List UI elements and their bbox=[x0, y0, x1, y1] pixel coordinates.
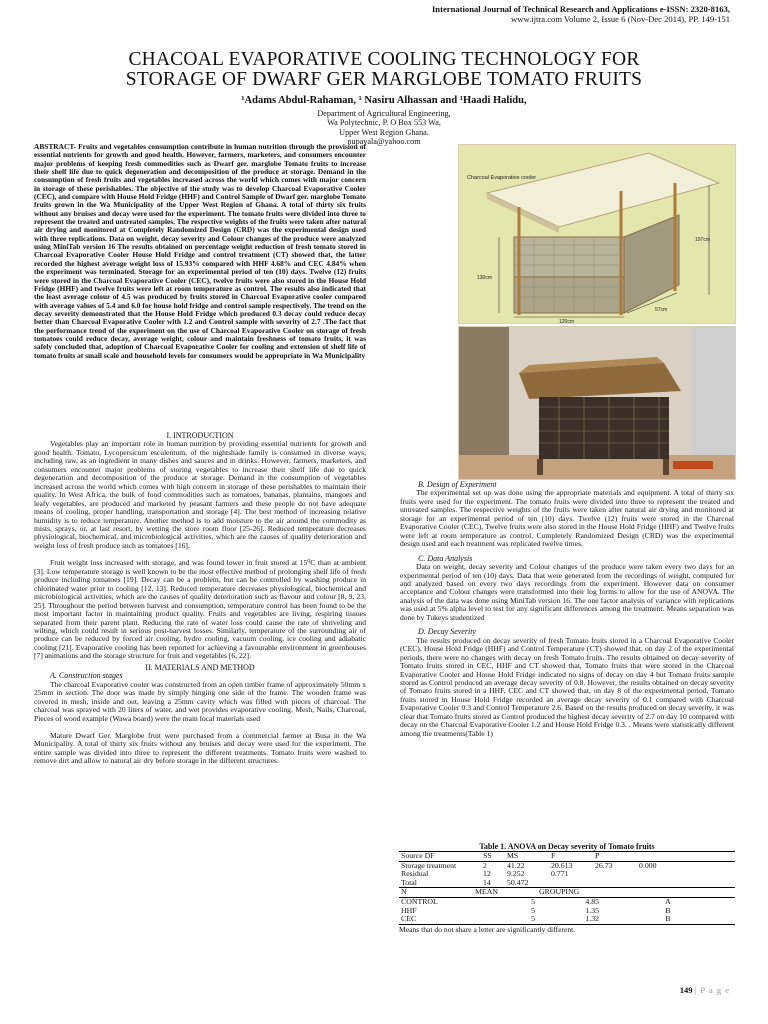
table-cell: 26.73 bbox=[595, 860, 613, 870]
anova-header-cell: MS bbox=[507, 851, 519, 860]
table-cell: A bbox=[665, 896, 671, 906]
anova-header-cell: F bbox=[551, 851, 556, 860]
table-cell: 12 bbox=[483, 869, 491, 879]
title-line-2: STORAGE OF DWARF GER MARGLOBE TOMATO FRUITS bbox=[125, 69, 643, 90]
table-cell: 5 bbox=[531, 905, 535, 915]
dim-width: 120cm bbox=[559, 319, 575, 323]
table-cell: CEC bbox=[401, 914, 417, 924]
left-column bbox=[34, 432, 366, 766]
decay-paragraph: The results produced on decay severity of fresh Tomato fruits stored in a Charcoal Evaporative Cooler (CEC), House Hold Fridge (HHF) and Control Temperature (CT) showed that, on day 2 of the experimental periods, there were no changes with decay on fresh Tomato fruits. The results obtained on decay severity of Tomato fruits stored in CEC, HHF and CT showed that, Tomato fruits that were stored in the Charcoal Evaporative Cooler and House Hold Fridge indicated no signs of decay on day 4 but Tomato fruits sample stored as Control produced an average decay severity of 0.8. However, the results obtained on decay severity of Tomato fruits stored in a HHF, CEC and CT showed that, on day 8 of the experimental period, Tomato fruits stored in House Hold Fridge recorded an average decay severity of 0.1 compared with Charcoal Evaporative Cooler 0.3 and Control Temperature 2.6. Based on the results produced on decay severity, it was clear that Tomato fruits stored as Control produced the highest decay severity of 2.7 on day 10 compared with decay on the Charcoal Evaporative Cooler 1.2 and House Hold Fridge 0.3. . Means were statistically different among the treatments(Table 1) bbox=[400, 635, 734, 738]
table-cell bbox=[637, 879, 735, 888]
design-paragraph: The experimental set up was done using the appropriate materials and equipment. A total of thirty six fruits were used for the experiment. The tomato fruits were divided into three to represent the treated and untreated samples. The respective weights of the fruits were taken after natural air drying and monitored at storage for an experimental period of ten (10) days. Twelve (12) fruits were stored in the Charcoal Evaporative Cooler (CEC), Twelve fruits were also stored in the House Hold Fridge (HHF) and Twelve fruits were left at room temperature as control. Completely Randomized Design (CRD) was the experimental design used and each treatment was replicated twelve times. bbox=[400, 488, 734, 549]
affil-email: nupayala@yahoo.com bbox=[347, 137, 421, 147]
design-subheading: B. Design of Experiment bbox=[418, 480, 497, 489]
journal-name: International Journal of Technical Research and Applications bbox=[431, 4, 658, 14]
affiliation bbox=[0, 109, 768, 147]
table-row bbox=[399, 897, 735, 906]
table-cell: 20.613 bbox=[551, 860, 573, 870]
purchase-paragraph: Mature Dwarf Ger. Marglobe fruit were purchased from a commercial farmer at Busa in the Wa Municipality. A total of thirty six fruits without any bruises and decay were used for the experiment. The entire sample was divided into three to represent the different treatments. Tomato fruits were washed to remove dirt and allow to natural air dry before storage in the different structures. bbox=[34, 730, 366, 766]
analysis-subheading: C. Data Analysis bbox=[418, 553, 473, 563]
table-cell: 50.472 bbox=[507, 877, 529, 887]
cooler-drawing bbox=[459, 145, 735, 323]
page-label: | P a g e bbox=[694, 985, 730, 995]
table-row bbox=[399, 907, 735, 916]
anova-header-cell: Source DF bbox=[401, 851, 435, 860]
anova-header-row bbox=[399, 852, 735, 862]
anova-header-cell: SS bbox=[483, 851, 492, 860]
affil-line-1: Department of Agricultural Engineering, bbox=[317, 109, 451, 118]
table-row bbox=[399, 870, 735, 879]
methods-heading: II. MATERIALS AND METHOD bbox=[145, 662, 255, 672]
anova-table bbox=[399, 851, 735, 888]
affil-line-3: Upper West Region Ghana. bbox=[339, 127, 429, 137]
table-cell: 14 bbox=[483, 877, 491, 887]
dim-depth: 57cm bbox=[655, 307, 668, 313]
table-cell: CONTROL bbox=[401, 896, 438, 906]
table-cell: B bbox=[665, 914, 671, 924]
table-cell: HHF bbox=[401, 905, 417, 915]
table-cell: 5 bbox=[531, 896, 535, 906]
table-cell: 41.22 bbox=[507, 860, 525, 870]
title-line-1: CHACOAL EVAPORATIVE COOLING TECHNOLOGY FOR bbox=[128, 49, 640, 70]
intro-paragraph-1: Vegetables play an important role in human nutrition by providing essential nutrients for growth and good health. Tomato, Lycopersicum esculentum, of the nightshade family is consumed in diverse ways, including raw, as an ingredient in many dishes and sauces and in drinks. However, farmers, marketers, and consumers encounter major problems of storing vegetables to increase their shelf life due to quick degeneration and decomposition of the produce at storage. Demand in the consumption of vegetables increased across the world which comes with high concern in storage of these perishables to maintain their quality. In West Africa, the bulk of food commodities such as tomatoes, bananas, plantains, mangoes and leafy vegetables, are produced and marketed by peasant farmers and these people do not have adequate means of cooling, proper handling, transportation and storage [4]. The best method of increasing relative humidity is to reduce temperature. Another method is to add moisture to the air around the commodity as mists, sprays, or, at last resort, by wetting the store room floor [25-26]. Reduced temperature decreases physiological, biochemical, and microbiological activities, which are the causes of quality deterioration and weight loss of fresh produce such as tomatoes [16]. bbox=[34, 439, 366, 550]
table-cell: B bbox=[665, 905, 671, 915]
figure-label: Charcoal Evaporative cooler bbox=[467, 175, 537, 181]
table-caption: Table 1. ANOVA on Decay severity of Tomato fruits bbox=[479, 842, 655, 851]
table-cell bbox=[637, 870, 735, 879]
table-cell: 2 bbox=[483, 860, 487, 870]
journal-header bbox=[432, 4, 730, 24]
means-header-row bbox=[399, 888, 735, 897]
right-column bbox=[400, 481, 734, 738]
table-cell: 1.35 bbox=[585, 905, 599, 915]
means-header-cell: MEAN bbox=[475, 887, 498, 897]
table-cell: 9.252 bbox=[507, 869, 525, 879]
table-note: Means that do not share a letter are significantly different. bbox=[399, 924, 576, 934]
table-row bbox=[399, 915, 735, 924]
table-cell: 0.771 bbox=[551, 869, 569, 879]
decay-subheading: D. Decay Severity bbox=[418, 627, 476, 637]
cooler-drawing-figure bbox=[458, 144, 736, 324]
construction-paragraph: The charcoal Evaporative cooler was constructed from an open timber frame of approximately 50mm x 25mm in section. The door was made by simply hinging one side of the frame. The wooden frame was covered in mesh, inside and out, leaving a 25mm cavity which was filled with pieces of charcoal. The charcoal was sprayed with 20 liters of water, and wet provides evaporative cooling. Mesh, Nails, Charcoal, Pieces of wood example (Wawa board) were the main local materials used bbox=[34, 679, 366, 723]
cooler-photo-image bbox=[459, 327, 735, 479]
table-cell: Residual bbox=[401, 869, 429, 879]
dim-height: 197cm bbox=[695, 237, 711, 243]
table-cell: Storage treatment bbox=[401, 860, 457, 870]
table-cell bbox=[593, 870, 637, 879]
affil-line-2: Wa Polytechnic, P. O Box 553 Wa, bbox=[327, 118, 441, 128]
page-number: 149 bbox=[679, 985, 693, 995]
analysis-paragraph: Data on weight, decay severity and Colour changes of the produce were taken every two days for an experimental period of ten (10) days. Data that were generated from the recordings of weight, computed for and analyzed based on every two days recordings from the experiment. However data on consumer acceptance and Colour changes were transformed into their log forms to allow for the use of ANOVA. The analysis of the data was done using MiniTab version 16. The one factor analysis of variance with replications was used at 5% alpha level to test for any significant differences among the treatment. Means separation was done by Tukeys studentized bbox=[400, 562, 734, 622]
table-cell: 0.000 bbox=[639, 860, 657, 870]
means-header-cell: GROUPING bbox=[539, 887, 580, 897]
page-footer bbox=[680, 985, 730, 995]
intro-paragraph-2: Fruit weight loss increased with storage, and was found lower in fruit stored at 15⁰C than at ambient [3]. Low temperature storage is well known to be the most effective method of prolonging shelf life of fresh produce including tomatoes [19]. Decay can be a problem, but can be controlled by washing produce in chlorinated water prior to cooling [12, 13]. Reduced temperature decreases physiological, biochemical and microbiological activities, which are the causes of quality deterioration such as flavour and colour [8, 9, 23, 25]. Throughout the period between harvest and consumption, temperature control has been found to be the most important factor in maintaining product quality. Fruits and vegetables are living, respiring tissues separated from their parent plant. Reducing the rate of water loss could cause the rate of shriveling and wilting, which could result in serious post-harvest losses. Similarly, temperature of the surrounding air of produce can be reduced by forced air cooling, hydro cooling, vacuum cooling, ice cooling and adiabatic cooling [21]. Evaporative cooling has been reported for achieving a favourable environment in greenhouses [7] animations and the storage structure for fruit and vegetables [6, 22]. bbox=[34, 558, 366, 661]
anova-header-cell bbox=[637, 852, 735, 862]
table-1 bbox=[399, 842, 735, 934]
construction-subheading: A. Construction stages bbox=[50, 671, 123, 681]
abstract: ABSTRACT- Fruits and vegetables consumption contribute in human nutrition through the provision of essential nutrients for growth and good health. However, farmers, marketers, and consumers encounter major problems of keeping fresh commodities such as Dwarf ger. marglobe Tomato fruits to increase their shelf life due to quick degeneration and decomposition of the produce at storage. Demand in the consumption of fresh fruits and vegetables increased across the world which comes with major concern in storage of these perishables. The objective of the study was to develop Charcoal Evaporative Cooler (CEC), and compare with House Hold Fridge (HHF) and Control Sample of Dwarf ger. marglobe Tomato fruits grown in the Wa Municipality of the Upper West Region of Ghana. A total of thirty six fruits without any bruises and decay were used for the experiment. The tomato fruits were divided into three to represent the treated and untreated samples. The respective weights of the fruits were taken after natural air drying and monitored at Completely Randomized Design (CRD) was the experimental design used with three replications. Data on weight, decay severity and Colour changes of the produce were analyzed using MiniTab version 16 The results obtained on percentage weight reduction of fresh tomato stored in Charcoal Evaporative Cooler House Hold Fridge and control treatment (CT) showed that, the latter recorded the highest average weight loss of 15.93% compared with HHF 4.68% and CEC 4.84% when the experiment was terminated. Storage for an experimental period of ten (10) days. Twelve (12) fruits were stored in the Charcoal Evaporative Cooler (CEC), twelve fruits were also stored in the House Hold Fridge (HHF) and twelve fruits were left at room temperature as control. The results also indicated that the least average colour of 4.5 was produced by fruits stored in Charcoal Evaporative cooler compared with average values of 5.4 and 6.0 for house hold fridge and control sample respectively. The trend on the decay severity demonstrated that the House Hold Fridge which produced 0.3 decay could reduce decay better than Charcoal Evaporative Cooler with 1.2 and Control sample with severity of 2.7 .The fact that the performance trend of the experiment on the use of Charcoal Evaporative Cooler on storage of fresh tomatoes could reduce decay, average weight, colour and maintain freshness of tomato fruits, it was safely concluded that, adoption of Charcoal Evaporative Cooler for cooling and extension of shelf life of tomato fruits at small scale and household levels for consumers would be appropriate in Wa Municipality bbox=[34, 142, 366, 360]
dim-mid: 130cm bbox=[477, 275, 493, 281]
table-cell: 1.32 bbox=[585, 914, 599, 924]
authors: ¹Adams Abdul-Rahaman, ¹ Nasiru Alhassan and ¹Haadi Halidu, bbox=[241, 95, 527, 106]
cooler-photo bbox=[458, 326, 736, 480]
table-cell: Total bbox=[401, 877, 417, 887]
journal-issn: e-ISSN: 2320-8163, bbox=[659, 4, 730, 14]
anova-header-cell: P bbox=[595, 851, 600, 860]
journal-volume: www.ijtra.com Volume 2, Issue 6 (Nov-Dec 2014), PP. 149-151 bbox=[511, 14, 730, 24]
paper-title bbox=[0, 50, 768, 90]
means-table bbox=[399, 888, 735, 924]
intro-heading: I. INTRODUCTION bbox=[166, 431, 234, 440]
table-cell: 5 bbox=[531, 914, 535, 924]
table-cell: 4.85 bbox=[585, 896, 599, 906]
table-cell bbox=[593, 879, 637, 888]
means-header-cell: N bbox=[401, 887, 407, 897]
